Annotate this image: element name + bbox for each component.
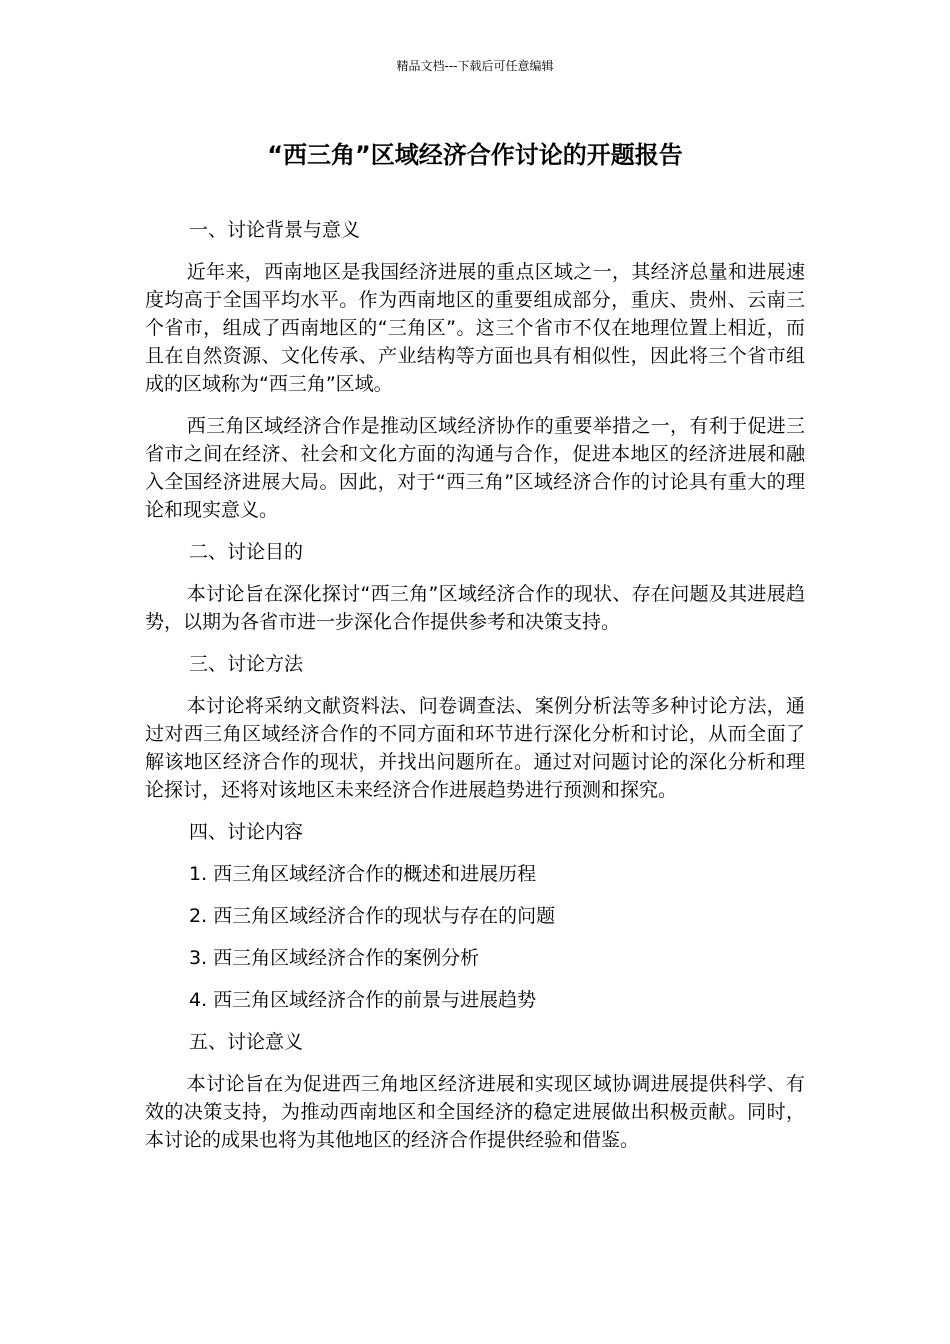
paragraph-background-2: 西三角区域经济合作是推动区域经济协作的重要举措之一，有利于促进三省市之间在经济、社会和文化方面的沟通与合作，促进本地区的经济进展和融入全国经济进展大局。因此，对于“西三角”区域经济合作的讨论具有重大的理论和现实意义。 bbox=[145, 415, 805, 521]
paragraph-method: 本讨论将采纳文献资料法、问卷调查法、案例分析法等多种讨论方法，通过对西三角区域经济合作的不同方面和环节进行深化分析和讨论，从而全面了解该地区经济合作的现状，并找出问题所在。通过对问题讨论的深化分析和理论探讨，还将对该地区未来经济合作进展趋势进行预测和探究。 bbox=[145, 695, 805, 801]
section-heading-method: 三、讨论方法 bbox=[189, 653, 304, 675]
document-body bbox=[145, 216, 805, 1168]
list-item: 4. 西三角区域经济合作的前景与进展趋势 bbox=[189, 989, 537, 1011]
section-heading-significance: 五、讨论意义 bbox=[189, 1031, 304, 1053]
section-heading-background: 一、讨论背景与意义 bbox=[189, 219, 361, 241]
paragraph-significance: 本讨论旨在为促进西三角地区经济进展和实现区域协调进展提供科学、有效的决策支持，为推动西南地区和全国经济的稳定进展做出积极贡献。同时，本讨论的成果也将为其他地区的经济合作提供经验和借鉴。 bbox=[145, 1073, 805, 1151]
section-heading-purpose: 二、讨论目的 bbox=[189, 541, 304, 563]
section-heading-content: 四、讨论内容 bbox=[189, 821, 304, 843]
list-item: 1. 西三角区域经济合作的概述和进展历程 bbox=[189, 863, 537, 885]
paragraph-purpose: 本讨论旨在深化探讨“西三角”区域经济合作的现状、存在问题及其进展趋势，以期为各省市进一步深化合作提供参考和决策支持。 bbox=[145, 583, 805, 633]
document-title: “西三角”区域经济合作讨论的开题报告 bbox=[267, 141, 683, 169]
list-item: 2. 西三角区域经济合作的现状与存在的问题 bbox=[189, 905, 556, 927]
list-item: 3. 西三角区域经济合作的案例分析 bbox=[189, 947, 480, 969]
paragraph-background-1: 近年来，西南地区是我国经济进展的重点区域之一，其经济总量和进展速度均高于全国平均水平。作为西南地区的重要组成部分，重庆、贵州、云南三个省市，组成了西南地区的“三角区”。这三个省市不仅在地理位置上相近，而且在自然资源、文化传承、产业结构等方面也具有相似性，因此将三个省市组成的区域称为“西三角”区域。 bbox=[145, 261, 805, 395]
page-header-watermark: 精品文档---下载后可任意编辑 bbox=[396, 59, 554, 73]
